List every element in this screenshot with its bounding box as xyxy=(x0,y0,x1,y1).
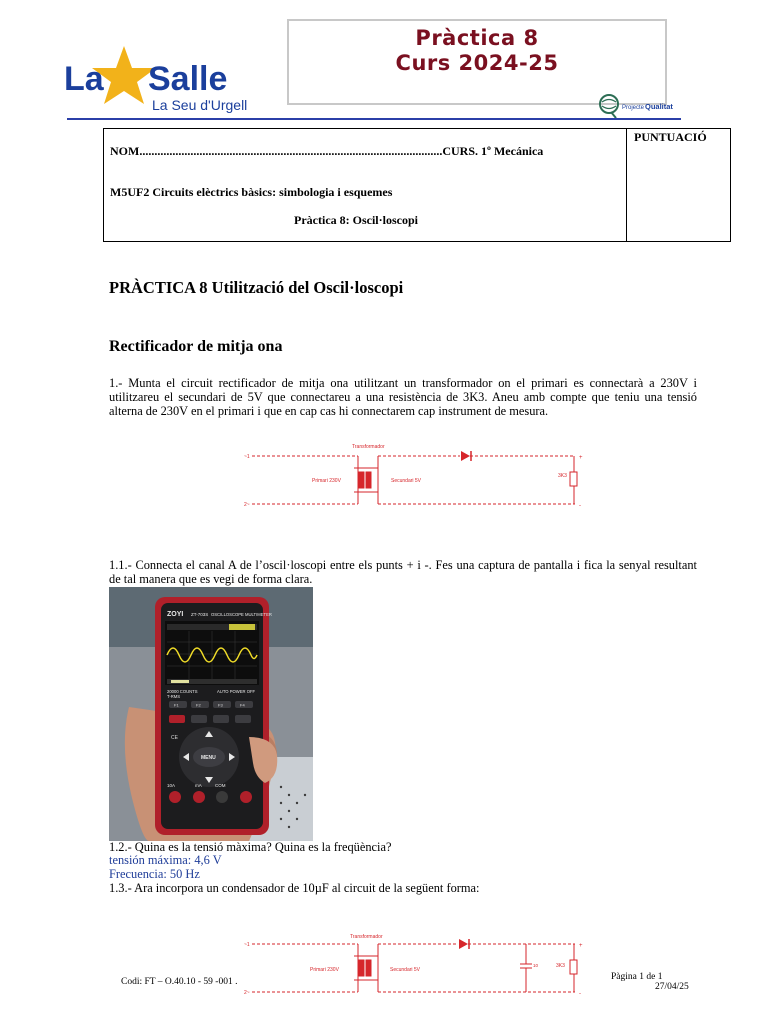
svg-text:20000 COUNTS: 20000 COUNTS xyxy=(167,689,198,694)
main-heading: PRÀCTICA 8 Utilització del Oscil·loscopi xyxy=(109,278,404,297)
course-title: Curs 2024-25 xyxy=(395,51,559,75)
svg-text:Primari 230V: Primari 230V xyxy=(312,478,341,484)
projecte-qualitat-logo xyxy=(598,93,688,119)
svg-text:ZT-703S: ZT-703S xyxy=(191,612,209,617)
score-label: PUNTUACIÓ xyxy=(634,130,707,144)
svg-text:CE: CE xyxy=(171,735,178,741)
diode-icon xyxy=(461,451,470,461)
step-1-2-question: 1.2.- Quina es la tensió màxima? Quina es la freqüència? xyxy=(109,840,392,854)
quality-globe-icon xyxy=(600,95,618,113)
svg-text:OSCILLOSCOPE MULTIMETER: OSCILLOSCOPE MULTIMETER xyxy=(211,612,272,617)
answer-frequency[interactable]: Frecuencia: 50 Hz xyxy=(109,867,200,881)
step-1-1-text: 1.1.- Connecta el canal A de l’oscil·loscopi entre els punts + i -. Fes una captura de pantalla i fica la senyal resultant de tal manera que es vegi de forma clara. xyxy=(109,558,697,586)
svg-text:F4: F4 xyxy=(240,702,245,708)
la-salle-logo xyxy=(64,44,264,116)
student-info-table xyxy=(103,128,731,242)
svg-text:COM: COM xyxy=(215,783,226,788)
svg-text:-: - xyxy=(579,503,581,509)
svg-text:F3: F3 xyxy=(218,702,223,708)
logo-subtitle: La Seu d'Urgell xyxy=(152,97,248,113)
oscilloscope-photo xyxy=(109,587,313,841)
svg-text:2~: 2~ xyxy=(244,502,250,508)
svg-text:Transformador: Transformador xyxy=(350,934,383,940)
svg-text:+: + xyxy=(579,943,583,949)
footer-date: 27/04/25 xyxy=(655,982,689,992)
svg-text:Qualitat: Qualitat xyxy=(645,102,673,111)
half-wave-circuit-diagram xyxy=(240,436,590,516)
name-course-line: NOM.....................................................................................................CURS. 1º Mecánica xyxy=(110,144,544,158)
svg-text:3K3: 3K3 xyxy=(558,473,567,479)
svg-text:F1: F1 xyxy=(174,702,179,708)
practice-name: Pràctica 8: Oscil·loscopi xyxy=(294,213,418,227)
svg-text:-: - xyxy=(579,991,581,997)
footer-code: Codi: FT – O.40.10 - 59 -001 . xyxy=(121,977,238,987)
step-1-3-text: 1.3.- Ara incorpora un condensador de 10µF al circuit de la següent forma: xyxy=(109,881,480,895)
svg-text:Salle: Salle xyxy=(148,60,228,98)
svg-text:Transformador: Transformador xyxy=(352,444,385,450)
svg-text:~1: ~1 xyxy=(244,942,250,948)
svg-text:2~: 2~ xyxy=(244,990,250,996)
module-title: M5UF2 Circuits elèctrics bàsics: simbologia i esquemes xyxy=(110,185,393,199)
section-heading: Rectificador de mitja ona xyxy=(109,338,283,355)
filtered-rectifier-circuit-diagram xyxy=(240,926,590,1004)
svg-text:+: + xyxy=(579,455,583,461)
svg-text:MENU: MENU xyxy=(201,755,216,761)
footer-page-number: Pàgina 1 de 1 xyxy=(611,972,663,982)
svg-text:mA: mA xyxy=(195,783,202,788)
svg-text:ZOYI: ZOYI xyxy=(167,611,184,618)
svg-text:10: 10 xyxy=(533,963,539,968)
svg-text:La: La xyxy=(64,60,104,98)
svg-text:10A: 10A xyxy=(167,783,176,788)
svg-text:3K3: 3K3 xyxy=(556,963,565,969)
practice-title: Pràctica 8 xyxy=(415,26,539,50)
svg-text:Primari 230V: Primari 230V xyxy=(310,967,339,973)
svg-text:~1: ~1 xyxy=(244,454,250,460)
svg-text:Secundari 5V: Secundari 5V xyxy=(391,478,422,484)
answer-max-voltage[interactable]: tensión máxima: 4,6 V xyxy=(109,853,222,867)
header-divider xyxy=(67,118,681,120)
svg-text:T-RMS: T-RMS xyxy=(167,694,181,699)
svg-text:Secundari 5V: Secundari 5V xyxy=(390,967,421,973)
info-left-cell xyxy=(104,129,627,241)
svg-text:F2: F2 xyxy=(196,702,201,708)
diode-icon xyxy=(459,939,468,949)
step-1-text: 1.- Munta el circuit rectificador de mitja ona utilitzant un transformador on el primari es connectarà a 230V i utilitzareu el secundari de 5V que connectareu a una resistència de 3K3. Aneu amb compte que teniu una tensió alterna de 230V en el primari i que en cap cas hi connectarem cap instrument de mesura. xyxy=(109,376,697,418)
svg-text:AUTO POWER OFF: AUTO POWER OFF xyxy=(217,689,256,694)
svg-text:Projecte: Projecte xyxy=(622,105,645,111)
